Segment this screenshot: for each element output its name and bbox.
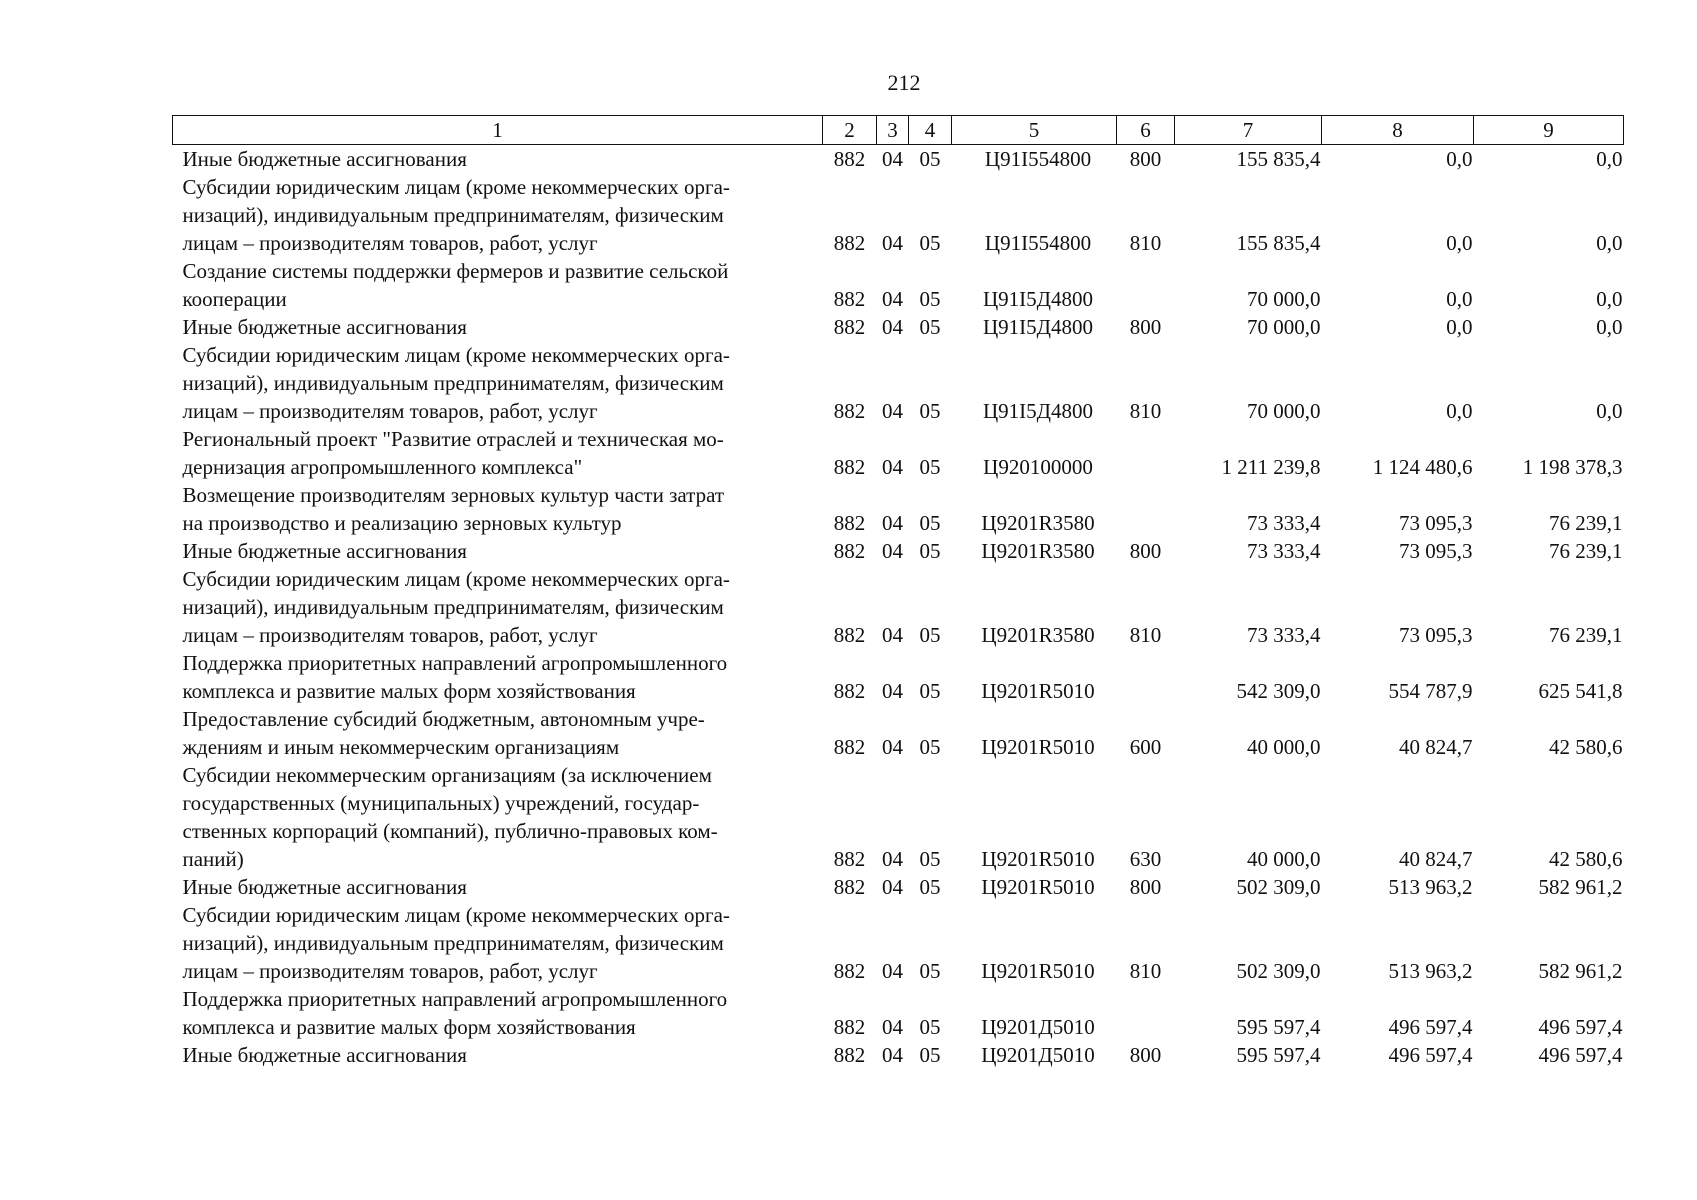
expense-type-code: 630	[1129, 847, 1162, 871]
table-header	[173, 116, 1624, 145]
subsection-code: 05	[919, 735, 941, 759]
section-code: 04	[882, 679, 903, 703]
subsection-code: 05	[919, 1043, 941, 1067]
section-code: 04	[882, 959, 903, 983]
column-header-2: 2	[823, 116, 877, 145]
row-description: Субсидии юридическим лицам (кроме некоммерческих орга- низаций), индивидуальным предпринимателям, физическим лицам – производителям товаров, работ, услуг	[182, 567, 730, 647]
column-header-7: 7	[1175, 116, 1322, 145]
expense-type-code: 800	[1129, 875, 1162, 899]
table-row	[173, 425, 1624, 481]
amount-col-7: 70 000,0	[1247, 287, 1321, 311]
target-article-code: Ц9201R3580	[981, 511, 1095, 535]
ministry-code: 882	[833, 623, 866, 647]
row-description: Субсидии юридическим лицам (кроме некоммерческих орга- низаций), индивидуальным предпринимателям, физическим лицам – производителям товаров, работ, услуг	[182, 175, 730, 255]
row-description: Возмещение производителям зерновых культур части затрат на производство и реализацию зерновых культур	[182, 483, 725, 535]
target-article-code: Ц920100000	[983, 455, 1093, 479]
subsection-code: 05	[919, 539, 941, 563]
amount-col-9: 0,0	[1596, 147, 1623, 171]
target-article-code: Ц9201R5010	[981, 875, 1095, 899]
expense-type-code	[1117, 481, 1175, 537]
subsection-code: 05	[919, 679, 941, 703]
amount-col-7: 542 309,0	[1236, 679, 1321, 703]
section-code: 04	[882, 315, 903, 339]
column-header-5: 5	[952, 116, 1117, 145]
table-row	[173, 341, 1624, 425]
amount-col-8: 1 124 480,6	[1372, 455, 1473, 479]
section-code: 04	[882, 399, 903, 423]
subsection-code: 05	[919, 875, 941, 899]
column-header-9: 9	[1474, 116, 1624, 145]
subsection-code: 05	[919, 455, 941, 479]
target-article-code: Ц9201R5010	[981, 959, 1095, 983]
amount-col-8: 0,0	[1446, 287, 1473, 311]
ministry-code: 882	[833, 1043, 866, 1067]
row-description: Поддержка приоритетных направлений агропромышленного комплекса и развитие малых форм хозяйствования	[182, 651, 728, 703]
amount-col-8: 73 095,3	[1399, 623, 1473, 647]
amount-col-9: 496 597,4	[1538, 1015, 1623, 1039]
section-code: 04	[882, 847, 903, 871]
row-description: Иные бюджетные ассигнования	[182, 1043, 467, 1067]
table-row	[173, 901, 1624, 985]
expense-type-code	[1117, 425, 1175, 481]
amount-col-8: 73 095,3	[1399, 511, 1473, 535]
amount-col-9: 76 239,1	[1549, 623, 1623, 647]
section-code: 04	[882, 511, 903, 535]
column-header-8: 8	[1322, 116, 1474, 145]
subsection-code: 05	[919, 847, 941, 871]
amount-col-9: 0,0	[1596, 399, 1623, 423]
expense-type-code: 800	[1129, 315, 1162, 339]
amount-col-8: 0,0	[1446, 231, 1473, 255]
row-description: Региональный проект "Развитие отраслей и техническая мо- дернизация агропромышленного комплекса"	[182, 427, 724, 479]
row-description: Создание системы поддержки фермеров и развитие сельской кооперации	[182, 259, 729, 311]
amount-col-7: 155 835,4	[1236, 147, 1321, 171]
target-article-code: Ц9201R5010	[981, 679, 1095, 703]
amount-col-9: 496 597,4	[1538, 1043, 1623, 1067]
amount-col-9: 1 198 378,3	[1522, 455, 1623, 479]
section-code: 04	[882, 623, 903, 647]
target-article-code: Ц91I5Д4800	[983, 399, 1093, 423]
target-article-code: Ц9201R5010	[981, 735, 1095, 759]
row-description: Иные бюджетные ассигнования	[182, 147, 467, 171]
section-code: 04	[882, 735, 903, 759]
amount-col-8: 73 095,3	[1399, 539, 1473, 563]
table-row	[173, 173, 1624, 257]
ministry-code: 882	[833, 147, 866, 171]
subsection-code: 05	[919, 623, 941, 647]
page-number: 212	[887, 70, 921, 95]
ministry-code: 882	[833, 231, 866, 255]
amount-col-9: 625 541,8	[1538, 679, 1623, 703]
subsection-code: 05	[919, 511, 941, 535]
expense-type-code	[1117, 257, 1175, 313]
amount-col-7: 40 000,0	[1247, 735, 1321, 759]
amount-col-8: 496 597,4	[1388, 1043, 1473, 1067]
amount-col-7: 155 835,4	[1236, 231, 1321, 255]
ministry-code: 882	[833, 399, 866, 423]
section-code: 04	[882, 539, 903, 563]
table-row	[173, 1041, 1624, 1069]
target-article-code: Ц9201Д5010	[981, 1043, 1095, 1067]
subsection-code: 05	[919, 959, 941, 983]
target-article-code: Ц9201R3580	[981, 539, 1095, 563]
ministry-code: 882	[833, 455, 866, 479]
ministry-code: 882	[833, 287, 866, 311]
amount-col-8: 0,0	[1446, 399, 1473, 423]
subsection-code: 05	[919, 1015, 941, 1039]
target-article-code: Ц91I554800	[984, 231, 1092, 255]
expense-type-code: 800	[1129, 147, 1162, 171]
expense-type-code: 810	[1129, 623, 1162, 647]
amount-col-7: 73 333,4	[1247, 511, 1321, 535]
amount-col-7: 1 211 239,8	[1221, 455, 1321, 479]
ministry-code: 882	[833, 539, 866, 563]
target-article-code: Ц91I5Д4800	[983, 287, 1093, 311]
subsection-code: 05	[919, 399, 941, 423]
expense-type-code: 800	[1129, 539, 1162, 563]
table-row	[173, 873, 1624, 901]
amount-col-7: 40 000,0	[1247, 847, 1321, 871]
subsection-code: 05	[919, 287, 941, 311]
row-description: Иные бюджетные ассигнования	[182, 539, 467, 563]
subsection-code: 05	[919, 231, 941, 255]
section-code: 04	[882, 1043, 903, 1067]
target-article-code: Ц9201R5010	[981, 847, 1095, 871]
amount-col-7: 70 000,0	[1247, 399, 1321, 423]
row-description: Иные бюджетные ассигнования	[182, 875, 467, 899]
ministry-code: 882	[833, 679, 866, 703]
target-article-code: Ц9201Д5010	[981, 1015, 1095, 1039]
row-description: Субсидии некоммерческим организациям (за исключением государственных (муниципальных) учреждений, государ- ственных корпораций (компаний), публично-правовых ком- паний)	[182, 763, 718, 871]
amount-col-9: 76 239,1	[1549, 539, 1623, 563]
amount-col-9: 42 580,6	[1549, 847, 1623, 871]
header-row	[173, 116, 1624, 145]
table-row	[173, 537, 1624, 565]
amount-col-9: 582 961,2	[1538, 959, 1623, 983]
column-header-3: 3	[877, 116, 909, 145]
expense-type-code	[1117, 985, 1175, 1041]
column-header-6: 6	[1117, 116, 1175, 145]
amount-col-8: 513 963,2	[1388, 959, 1473, 983]
expense-type-code: 810	[1129, 959, 1162, 983]
amount-col-7: 502 309,0	[1236, 959, 1321, 983]
section-code: 04	[882, 287, 903, 311]
amount-col-7: 73 333,4	[1247, 623, 1321, 647]
amount-col-9: 582 961,2	[1538, 875, 1623, 899]
target-article-code: Ц91I554800	[984, 147, 1092, 171]
section-code: 04	[882, 1015, 903, 1039]
ministry-code: 882	[833, 315, 866, 339]
amount-col-7: 595 597,4	[1236, 1015, 1321, 1039]
table-row	[173, 761, 1624, 873]
amount-col-7: 70 000,0	[1247, 315, 1321, 339]
section-code: 04	[882, 231, 903, 255]
amount-col-9: 76 239,1	[1549, 511, 1623, 535]
amount-col-8: 513 963,2	[1388, 875, 1473, 899]
amount-col-7: 595 597,4	[1236, 1043, 1321, 1067]
ministry-code: 882	[833, 735, 866, 759]
table-row	[173, 313, 1624, 341]
section-code: 04	[882, 455, 903, 479]
amount-col-9: 0,0	[1596, 231, 1623, 255]
amount-col-9: 0,0	[1596, 315, 1623, 339]
expense-type-code: 600	[1129, 735, 1162, 759]
row-description: Иные бюджетные ассигнования	[182, 315, 467, 339]
amount-col-8: 554 787,9	[1388, 679, 1473, 703]
amount-col-7: 73 333,4	[1247, 539, 1321, 563]
section-code: 04	[882, 875, 903, 899]
row-description: Предоставление субсидий бюджетным, автономным учре- ждениям и иным некоммерческим организациям	[182, 707, 705, 759]
ministry-code: 882	[833, 511, 866, 535]
ministry-code: 882	[833, 875, 866, 899]
target-article-code: Ц9201R3580	[981, 623, 1095, 647]
column-header-1: 1	[173, 116, 823, 145]
amount-col-9: 42 580,6	[1549, 735, 1623, 759]
row-description: Субсидии юридическим лицам (кроме некоммерческих орга- низаций), индивидуальным предпринимателям, физическим лицам – производителям товаров, работ, услуг	[182, 343, 730, 423]
amount-col-8: 0,0	[1446, 315, 1473, 339]
table-body	[173, 145, 1624, 1070]
ministry-code: 882	[833, 959, 866, 983]
table-row	[173, 565, 1624, 649]
ministry-code: 882	[833, 847, 866, 871]
expense-type-code	[1117, 649, 1175, 705]
expense-type-code: 810	[1129, 231, 1162, 255]
table-row	[173, 145, 1624, 174]
column-header-4: 4	[909, 116, 952, 145]
subsection-code: 05	[919, 147, 941, 171]
amount-col-9: 0,0	[1596, 287, 1623, 311]
row-description: Поддержка приоритетных направлений агропромышленного комплекса и развитие малых форм хозяйствования	[182, 987, 728, 1039]
expense-type-code: 800	[1129, 1043, 1162, 1067]
amount-col-8: 496 597,4	[1388, 1015, 1473, 1039]
table-row	[173, 481, 1624, 537]
table-row	[173, 257, 1624, 313]
amount-col-8: 40 824,7	[1399, 735, 1473, 759]
amount-col-7: 502 309,0	[1236, 875, 1321, 899]
ministry-code: 882	[833, 1015, 866, 1039]
section-code: 04	[882, 147, 903, 171]
table-row	[173, 649, 1624, 705]
row-description: Субсидии юридическим лицам (кроме некоммерческих орга- низаций), индивидуальным предпринимателям, физическим лицам – производителям товаров, работ, услуг	[182, 903, 730, 983]
target-article-code: Ц91I5Д4800	[983, 315, 1093, 339]
budget-table	[172, 115, 1624, 1069]
amount-col-8: 40 824,7	[1399, 847, 1473, 871]
subsection-code: 05	[919, 315, 941, 339]
expense-type-code: 810	[1129, 399, 1162, 423]
table-row	[173, 985, 1624, 1041]
amount-col-8: 0,0	[1446, 147, 1473, 171]
table-row	[173, 705, 1624, 761]
